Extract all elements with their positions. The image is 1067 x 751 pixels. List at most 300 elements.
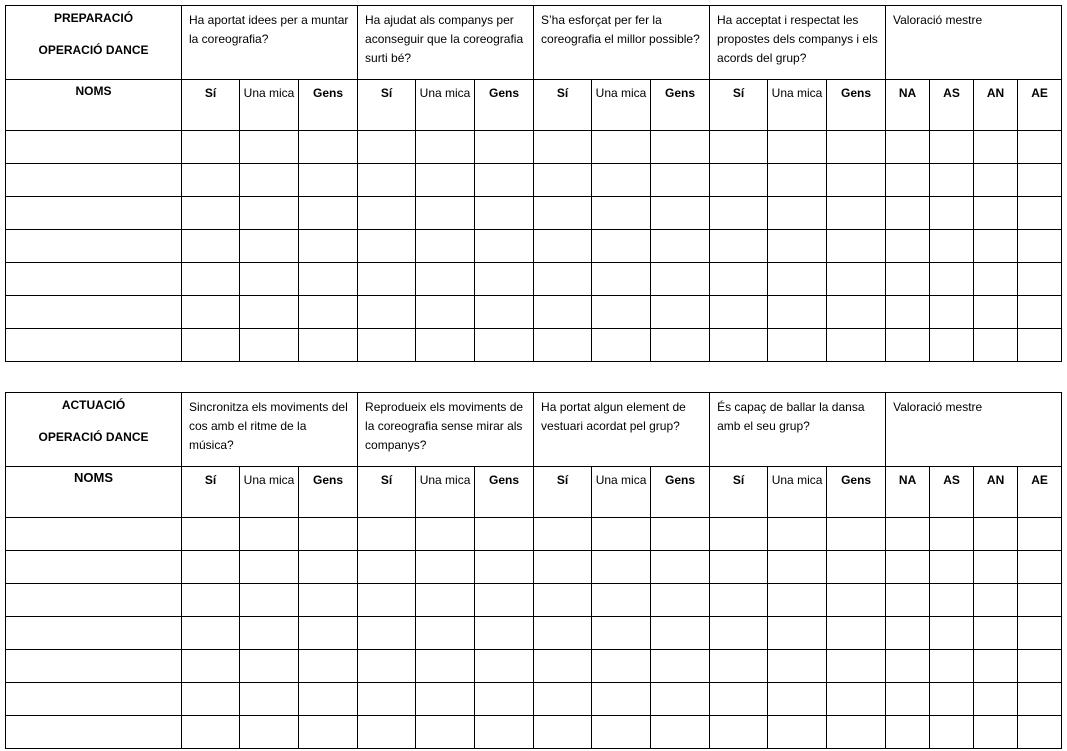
rating-cell[interactable] [710, 584, 768, 617]
table-row [6, 329, 1062, 362]
rating-cell[interactable] [534, 296, 592, 329]
rating-cell[interactable] [534, 617, 592, 650]
table-title [6, 393, 182, 467]
rating-cell[interactable] [299, 650, 358, 683]
rating-cell[interactable] [827, 164, 886, 197]
rating-cell[interactable] [534, 584, 592, 617]
student-name-cell[interactable] [6, 131, 182, 164]
rating-cell[interactable] [592, 164, 651, 197]
rating-cell[interactable] [182, 263, 240, 296]
rating-cell[interactable] [299, 518, 358, 551]
rating-cell[interactable] [416, 617, 475, 650]
rating-cell[interactable] [827, 518, 886, 551]
rating-cell[interactable] [416, 650, 475, 683]
rating-cell[interactable] [416, 296, 475, 329]
rating-cell[interactable] [299, 584, 358, 617]
grade-cell[interactable] [886, 296, 930, 329]
rating-cell[interactable] [592, 263, 651, 296]
rating-cell[interactable] [240, 617, 299, 650]
grade-cell[interactable] [930, 617, 974, 650]
rating-cell[interactable] [299, 197, 358, 230]
rating-cell[interactable] [182, 551, 240, 584]
grade-cell[interactable] [930, 131, 974, 164]
grade-cell[interactable] [930, 650, 974, 683]
rating-cell[interactable] [592, 716, 651, 749]
grade-cell[interactable] [974, 584, 1018, 617]
rating-cell[interactable] [240, 683, 299, 716]
grade-cell[interactable] [886, 131, 930, 164]
table-body [6, 518, 1062, 749]
grade-cell[interactable] [930, 164, 974, 197]
rating-cell[interactable] [768, 551, 827, 584]
table-row [6, 584, 1062, 617]
rating-cell[interactable] [475, 650, 534, 683]
grade-cell[interactable] [974, 683, 1018, 716]
rating-cell[interactable] [299, 296, 358, 329]
rating-cell[interactable] [358, 329, 416, 362]
rating-cell[interactable] [592, 683, 651, 716]
grade-cell[interactable] [1018, 551, 1062, 584]
rating-cell[interactable] [768, 230, 827, 263]
grade-cell[interactable] [1018, 518, 1062, 551]
rating-cell[interactable] [534, 329, 592, 362]
rating-cell[interactable] [358, 716, 416, 749]
grade-cell[interactable] [886, 617, 930, 650]
question-4: És capaç de ballar la dansa amb el seu grup? [710, 393, 886, 467]
rating-cell[interactable] [592, 584, 651, 617]
rating-cell[interactable] [182, 650, 240, 683]
title-line-1: ACTUACIÓ [61, 398, 126, 412]
rating-cell[interactable] [534, 263, 592, 296]
rating-cell[interactable] [416, 683, 475, 716]
preparacio-rubric-table [5, 5, 1062, 362]
rating-cell[interactable] [416, 197, 475, 230]
student-name-cell[interactable] [6, 683, 182, 716]
table-row [6, 683, 1062, 716]
rating-cell[interactable] [710, 650, 768, 683]
table-row [6, 296, 1062, 329]
rating-cell[interactable] [182, 683, 240, 716]
rating-cell[interactable] [710, 716, 768, 749]
rating-cell[interactable] [416, 230, 475, 263]
question-2: Ha ajudat als companys per aconseguir que la coreografia surti bé? [358, 6, 534, 80]
question-2: Reprodueix els moviments de la coreografia sense mirar als companys? [358, 393, 534, 467]
rating-cell[interactable] [710, 164, 768, 197]
rating-cell[interactable] [182, 584, 240, 617]
rating-cell[interactable] [651, 683, 710, 716]
grade-cell[interactable] [930, 584, 974, 617]
rating-cell[interactable] [768, 518, 827, 551]
rating-cell[interactable] [651, 131, 710, 164]
grade-cell[interactable] [974, 296, 1018, 329]
grade-cell[interactable] [974, 329, 1018, 362]
rating-cell[interactable] [475, 551, 534, 584]
names-header: NOMS [6, 80, 182, 131]
rating-cell[interactable] [827, 329, 886, 362]
rating-cell[interactable] [299, 131, 358, 164]
rating-cell[interactable] [240, 551, 299, 584]
actuacio-rubric-table [5, 392, 1062, 749]
rating-cell[interactable] [182, 164, 240, 197]
grade-ae: AE [1018, 467, 1062, 518]
grade-cell[interactable] [1018, 650, 1062, 683]
grade-cell[interactable] [974, 617, 1018, 650]
table-row [6, 164, 1062, 197]
rating-cell[interactable] [768, 296, 827, 329]
rating-cell[interactable] [182, 329, 240, 362]
rating-cell[interactable] [240, 650, 299, 683]
grade-cell[interactable] [886, 584, 930, 617]
rating-cell[interactable] [651, 230, 710, 263]
option-una-mica: Una mica [592, 467, 651, 518]
grade-cell[interactable] [886, 164, 930, 197]
option-gens: Gens [827, 467, 886, 518]
rating-cell[interactable] [299, 164, 358, 197]
rating-cell[interactable] [592, 296, 651, 329]
student-name-cell[interactable] [6, 263, 182, 296]
rating-cell[interactable] [827, 650, 886, 683]
rating-cell[interactable] [534, 551, 592, 584]
option-una-mica: Una mica [240, 80, 299, 131]
rating-cell[interactable] [240, 716, 299, 749]
rating-cell[interactable] [182, 197, 240, 230]
rating-cell[interactable] [534, 683, 592, 716]
grade-cell[interactable] [974, 518, 1018, 551]
student-name-cell[interactable] [6, 296, 182, 329]
option-una-mica: Una mica [768, 467, 827, 518]
rating-cell[interactable] [592, 197, 651, 230]
rating-cell[interactable] [240, 329, 299, 362]
rating-cell[interactable] [710, 329, 768, 362]
rating-cell[interactable] [651, 716, 710, 749]
option-si: Sí [534, 80, 592, 131]
rating-cell[interactable] [827, 683, 886, 716]
rating-cell[interactable] [592, 230, 651, 263]
rating-cell[interactable] [416, 131, 475, 164]
rating-cell[interactable] [475, 329, 534, 362]
rating-cell[interactable] [592, 131, 651, 164]
rating-cell[interactable] [651, 518, 710, 551]
grade-ae: AE [1018, 80, 1062, 131]
grade-cell[interactable] [974, 197, 1018, 230]
rating-cell[interactable] [358, 617, 416, 650]
title-line-1: PREPARACIÓ [53, 11, 134, 25]
rating-cell[interactable] [651, 263, 710, 296]
student-name-cell[interactable] [6, 518, 182, 551]
option-si: Sí [710, 80, 768, 131]
grade-cell[interactable] [974, 551, 1018, 584]
rating-cell[interactable] [827, 551, 886, 584]
rating-cell[interactable] [475, 131, 534, 164]
rating-cell[interactable] [768, 164, 827, 197]
rating-cell[interactable] [475, 263, 534, 296]
rating-cell[interactable] [358, 131, 416, 164]
rating-cell[interactable] [651, 329, 710, 362]
rating-cell[interactable] [827, 716, 886, 749]
grade-cell[interactable] [886, 518, 930, 551]
option-una-mica: Una mica [416, 80, 475, 131]
question-1: Ha aportat idees per a muntar la coreografia? [182, 6, 358, 80]
rating-cell[interactable] [416, 716, 475, 749]
student-name-cell[interactable] [6, 617, 182, 650]
rating-cell[interactable] [710, 263, 768, 296]
rating-cell[interactable] [768, 197, 827, 230]
rating-cell[interactable] [710, 683, 768, 716]
rating-cell[interactable] [416, 518, 475, 551]
grade-cell[interactable] [1018, 131, 1062, 164]
rating-cell[interactable] [710, 296, 768, 329]
rating-cell[interactable] [534, 164, 592, 197]
rating-cell[interactable] [710, 197, 768, 230]
grade-cell[interactable] [886, 197, 930, 230]
rating-cell[interactable] [710, 230, 768, 263]
rating-cell[interactable] [358, 197, 416, 230]
table-row [6, 131, 1062, 164]
grade-cell[interactable] [1018, 584, 1062, 617]
rating-cell[interactable] [182, 518, 240, 551]
rating-cell[interactable] [768, 716, 827, 749]
grade-cell[interactable] [974, 263, 1018, 296]
rating-cell[interactable] [416, 164, 475, 197]
question-3: Ha portat algun element de vestuari acordat pel grup? [534, 393, 710, 467]
rating-cell[interactable] [710, 617, 768, 650]
option-gens: Gens [475, 80, 534, 131]
rating-cell[interactable] [240, 584, 299, 617]
rating-cell[interactable] [358, 230, 416, 263]
option-gens: Gens [651, 467, 710, 518]
grade-cell[interactable] [1018, 230, 1062, 263]
rating-cell[interactable] [710, 131, 768, 164]
grade-cell[interactable] [974, 131, 1018, 164]
grade-na: NA [886, 467, 930, 518]
option-gens: Gens [651, 80, 710, 131]
rating-cell[interactable] [475, 617, 534, 650]
grade-cell[interactable] [930, 518, 974, 551]
option-si: Sí [358, 467, 416, 518]
rating-cell[interactable] [534, 197, 592, 230]
grade-cell[interactable] [1018, 617, 1062, 650]
student-name-cell[interactable] [6, 650, 182, 683]
grade-as: AS [930, 467, 974, 518]
rating-cell[interactable] [768, 650, 827, 683]
table-row [6, 650, 1062, 683]
names-header: NOMS [6, 467, 182, 518]
grade-cell[interactable] [930, 263, 974, 296]
rating-cell[interactable] [827, 197, 886, 230]
rating-cell[interactable] [299, 617, 358, 650]
rating-cell[interactable] [534, 650, 592, 683]
rating-cell[interactable] [651, 584, 710, 617]
table-row [6, 263, 1062, 296]
rating-cell[interactable] [768, 617, 827, 650]
option-una-mica: Una mica [416, 467, 475, 518]
option-si: Sí [182, 80, 240, 131]
rating-cell[interactable] [768, 683, 827, 716]
grade-cell[interactable] [974, 716, 1018, 749]
rating-cell[interactable] [475, 683, 534, 716]
rating-cell[interactable] [182, 716, 240, 749]
rating-cell[interactable] [651, 164, 710, 197]
option-una-mica: Una mica [240, 467, 299, 518]
rating-cell[interactable] [358, 650, 416, 683]
rating-cell[interactable] [827, 617, 886, 650]
rating-cell[interactable] [534, 518, 592, 551]
grade-cell[interactable] [886, 263, 930, 296]
question-4: Ha acceptat i respectat les propostes dels companys i els acords del grup? [710, 6, 886, 80]
rating-cell[interactable] [358, 296, 416, 329]
option-gens: Gens [299, 80, 358, 131]
grade-cell[interactable] [886, 650, 930, 683]
rating-cell[interactable] [358, 518, 416, 551]
header-row [6, 6, 1062, 80]
rating-cell[interactable] [534, 230, 592, 263]
rating-cell[interactable] [416, 551, 475, 584]
rating-cell[interactable] [416, 263, 475, 296]
option-una-mica: Una mica [768, 80, 827, 131]
rating-cell[interactable] [592, 650, 651, 683]
rating-cell[interactable] [240, 296, 299, 329]
rating-cell[interactable] [475, 197, 534, 230]
rating-cell[interactable] [651, 551, 710, 584]
rating-cell[interactable] [651, 197, 710, 230]
table-row [6, 551, 1062, 584]
rating-cell[interactable] [475, 716, 534, 749]
grade-na: NA [886, 80, 930, 131]
table-row [6, 518, 1062, 551]
rating-cell[interactable] [768, 263, 827, 296]
grade-cell[interactable] [1018, 164, 1062, 197]
rating-cell[interactable] [768, 131, 827, 164]
rating-cell[interactable] [651, 650, 710, 683]
rating-cell[interactable] [827, 263, 886, 296]
rating-cell[interactable] [416, 329, 475, 362]
grade-cell[interactable] [886, 230, 930, 263]
grade-cell[interactable] [1018, 716, 1062, 749]
grade-cell[interactable] [930, 329, 974, 362]
question-1: Sincronitza els moviments del cos amb el ritme de la música? [182, 393, 358, 467]
subheader-row [6, 80, 1062, 131]
rating-cell[interactable] [534, 131, 592, 164]
rating-cell[interactable] [240, 518, 299, 551]
question-3: S’ha esforçat per fer la coreografia el millor possible? [534, 6, 710, 80]
rating-cell[interactable] [592, 518, 651, 551]
student-name-cell[interactable] [6, 164, 182, 197]
grade-cell[interactable] [886, 683, 930, 716]
rating-cell[interactable] [475, 164, 534, 197]
rating-cell[interactable] [240, 263, 299, 296]
rating-cell[interactable] [240, 164, 299, 197]
student-name-cell[interactable] [6, 716, 182, 749]
grade-an: AN [974, 80, 1018, 131]
rating-cell[interactable] [475, 230, 534, 263]
rating-cell[interactable] [358, 584, 416, 617]
grade-cell[interactable] [886, 329, 930, 362]
grade-cell[interactable] [930, 683, 974, 716]
rating-cell[interactable] [592, 551, 651, 584]
rating-cell[interactable] [182, 230, 240, 263]
rating-cell[interactable] [182, 617, 240, 650]
rating-cell[interactable] [299, 329, 358, 362]
rating-cell[interactable] [651, 617, 710, 650]
rating-cell[interactable] [475, 584, 534, 617]
rating-cell[interactable] [299, 263, 358, 296]
rating-cell[interactable] [182, 296, 240, 329]
rating-cell[interactable] [710, 551, 768, 584]
rating-cell[interactable] [358, 551, 416, 584]
table-row [6, 617, 1062, 650]
rating-cell[interactable] [299, 716, 358, 749]
grade-cell[interactable] [886, 716, 930, 749]
rating-cell[interactable] [416, 584, 475, 617]
grade-cell[interactable] [930, 296, 974, 329]
teacher-assessment-header: Valoració mestre [886, 6, 1062, 80]
option-gens: Gens [827, 80, 886, 131]
header-row [6, 393, 1062, 467]
rating-cell[interactable] [475, 296, 534, 329]
rating-cell[interactable] [299, 230, 358, 263]
grade-cell[interactable] [1018, 683, 1062, 716]
table-row [6, 197, 1062, 230]
option-si: Sí [710, 467, 768, 518]
grade-cell[interactable] [930, 716, 974, 749]
option-gens: Gens [299, 467, 358, 518]
grade-cell[interactable] [1018, 263, 1062, 296]
option-una-mica: Una mica [592, 80, 651, 131]
rating-cell[interactable] [358, 683, 416, 716]
student-name-cell[interactable] [6, 329, 182, 362]
subheader-row [6, 467, 1062, 518]
rating-cell[interactable] [358, 263, 416, 296]
rating-cell[interactable] [358, 164, 416, 197]
rating-cell[interactable] [827, 131, 886, 164]
rating-cell[interactable] [592, 617, 651, 650]
grade-cell[interactable] [886, 551, 930, 584]
rating-cell[interactable] [592, 329, 651, 362]
rating-cell[interactable] [651, 296, 710, 329]
rating-cell[interactable] [534, 716, 592, 749]
rating-cell[interactable] [240, 131, 299, 164]
rating-cell[interactable] [240, 230, 299, 263]
table-title [6, 6, 182, 80]
option-si: Sí [182, 467, 240, 518]
grade-cell[interactable] [930, 197, 974, 230]
grade-cell[interactable] [1018, 197, 1062, 230]
rating-cell[interactable] [827, 230, 886, 263]
rating-cell[interactable] [475, 518, 534, 551]
rating-cell[interactable] [299, 683, 358, 716]
rating-cell[interactable] [827, 296, 886, 329]
grade-cell[interactable] [974, 164, 1018, 197]
rating-cell[interactable] [768, 584, 827, 617]
student-name-cell[interactable] [6, 197, 182, 230]
grade-cell[interactable] [1018, 296, 1062, 329]
grade-cell[interactable] [1018, 329, 1062, 362]
rating-cell[interactable] [299, 551, 358, 584]
student-name-cell[interactable] [6, 551, 182, 584]
rating-cell[interactable] [182, 131, 240, 164]
rating-cell[interactable] [768, 329, 827, 362]
student-name-cell[interactable] [6, 230, 182, 263]
grade-cell[interactable] [974, 230, 1018, 263]
student-name-cell[interactable] [6, 584, 182, 617]
grade-cell[interactable] [930, 551, 974, 584]
rating-cell[interactable] [240, 197, 299, 230]
grade-cell[interactable] [930, 230, 974, 263]
rating-cell[interactable] [710, 518, 768, 551]
table-row [6, 230, 1062, 263]
grade-cell[interactable] [974, 650, 1018, 683]
rating-cell[interactable] [827, 584, 886, 617]
